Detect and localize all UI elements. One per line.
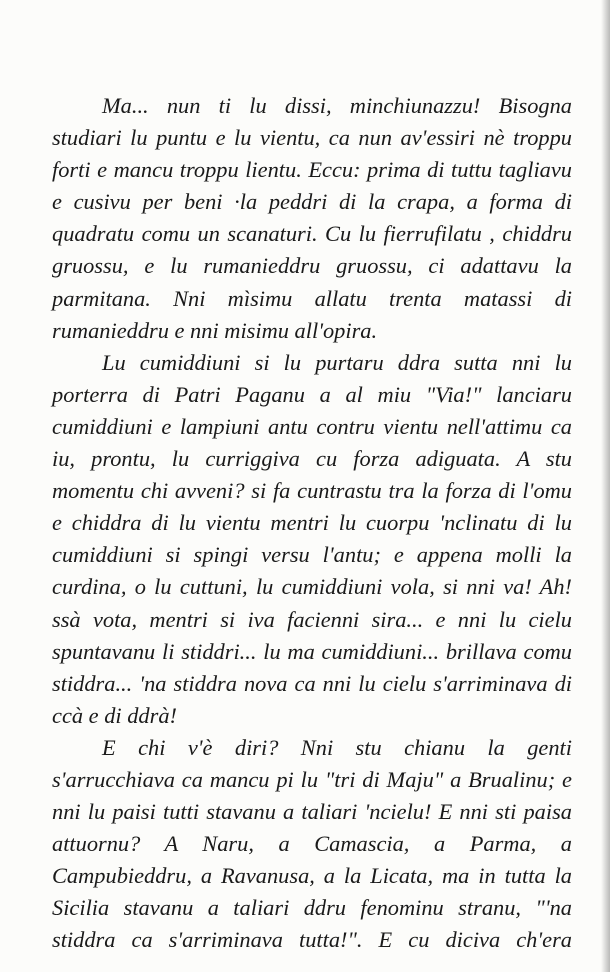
text-line: forti e mancu troppu lientu. Eccu: prima di tuttu tagliavu — [52, 157, 572, 183]
text-line: e chiddra di lu vientu mentri lu cuorpu 'nclinatu di lu — [52, 510, 572, 536]
text-line: attuornu? A Naru, a Camascia, a Parma, a — [52, 831, 572, 857]
text-line: E chi v'è diri? Nni stu chianu la genti — [102, 734, 572, 760]
text-line: ccà e di ddrà! — [52, 702, 177, 728]
text-line: rumanieddru e nni misimu all'opira. — [52, 317, 378, 343]
text-line: stiddra... 'na stiddra nova ca nni lu cielu s'arriminava di — [52, 670, 572, 696]
text-line: quadratu comu un scanaturi. Cu lu fierrufilatu , chiddru — [52, 221, 572, 247]
text-line: Ma... nun ti lu dissi, minchiunazzu! Bisogna — [102, 93, 572, 118]
text-line: e cusivu per beni ·la peddri di la crapa, a forma di — [52, 189, 572, 215]
text-line: ssà vota, mentri si iva facienni sira... e nni lu cielu — [52, 606, 572, 632]
text-line: porterra di Patri Paganu a al miu "Via!" lanciaru — [52, 381, 572, 407]
text-line: Campubieddru, a Ravanusa, a la Licata, ma in tutta la — [52, 863, 572, 889]
text-line: studiari lu puntu e lu vientu, ca nun av'essiri nè troppu — [52, 125, 572, 151]
text-line: s'arrucchiava ca mancu pi lu "tri di Maju" a Brualinu; e — [52, 766, 572, 792]
text-line: Lu cumiddiuni si lu purtaru ddra sutta nni lu — [102, 349, 572, 375]
text-line: curdina, o lu cuttuni, lu cumiddiuni vola, si nni va! Ah! — [52, 574, 572, 600]
text-line: Sicilia stavanu a taliari ddru fenominu stranu, "'na — [52, 895, 572, 921]
text-line: spuntavanu li stiddri... lu ma cumiddiuni... brillava comu — [52, 638, 572, 664]
text-line: stiddra ca s'arriminava tutta!". E cu diciva ch'era — [52, 927, 572, 953]
text-line: cumiddiuni e lampiuni antu contru vientu nell'attimu ca — [52, 413, 572, 439]
body-text — [52, 90, 572, 957]
text-line: parmitana. Nni mìsimu allatu trenta matassi di — [52, 285, 572, 311]
text-line: iu, prontu, lu curriggiva cu forza adiguata. A stu — [52, 446, 572, 472]
text-line: cumiddiuni si spingi versu l'antu; e appena molli la — [52, 542, 572, 568]
text-line: momentu chi avveni? si fa cuntrastu tra la forza di l'omu — [52, 478, 572, 504]
text-line: gruossu, e lu rumanieddru gruossu, ci adattavu la — [52, 253, 572, 279]
text-line: nni lu paisi tutti stavanu a taliari 'ncielu! E nni sti paisa — [52, 799, 572, 825]
page-edge-shadow — [601, 0, 610, 972]
